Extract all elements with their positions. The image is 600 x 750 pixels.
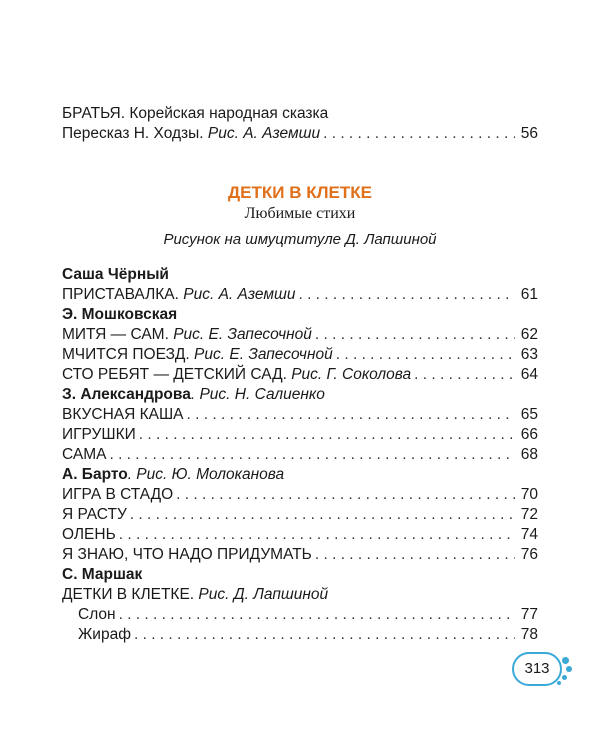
author-illustrator: . Рис. Ю. Молоканова (127, 466, 285, 483)
entry-title: ВКУСНАЯ КАША (62, 406, 184, 423)
entry-title: Слон (78, 606, 116, 623)
entry-page: 63 (520, 346, 538, 363)
leader-dots (414, 365, 515, 385)
page-number-badge (512, 652, 574, 686)
toc-entry (62, 485, 538, 505)
entry-title: МЧИТСЯ ПОЕЗД. (62, 346, 195, 363)
leader-dots (315, 325, 515, 345)
section-title: ДЕТКИ В КЛЕТКЕ (228, 183, 372, 202)
toc-entry (62, 285, 538, 305)
entry-page: 76 (520, 546, 538, 563)
entry-illustrator: Рис. Е. Запесочной (173, 326, 312, 343)
decor-dot (562, 675, 567, 680)
entry-title: Я РАСТУ (62, 506, 127, 523)
toc-entry (62, 365, 538, 385)
section-subtitle: Любимые стихи (244, 205, 356, 222)
leader-dots (323, 124, 515, 144)
entry-title: Я ЗНАЮ, ЧТО НАДО ПРИДУМАТЬ (62, 546, 312, 563)
leader-dots (176, 485, 515, 505)
toc-entry (62, 525, 538, 545)
entry-illustrator: Рис. А. Аземши (207, 125, 321, 142)
entry-title: САМА (62, 446, 107, 463)
leader-dots (119, 525, 515, 545)
entry-page: 62 (520, 326, 538, 343)
entry-title-line: ДЕТКИ В КЛЕТКЕ. Рис. Д. Лапшиной (62, 586, 329, 603)
entry-title: СТО РЕБЯТ — ДЕТСКИЙ САД. (62, 366, 292, 383)
toc-entry (62, 345, 538, 365)
decor-dot (557, 681, 561, 685)
entry-page: 74 (520, 526, 538, 543)
entry-page: 78 (520, 626, 538, 643)
entry-page: 70 (520, 486, 538, 503)
leader-dots (315, 545, 515, 565)
toc-list (62, 265, 538, 645)
toc-entry (62, 505, 538, 525)
toc-entry (62, 445, 538, 465)
entry-page: 56 (520, 125, 538, 142)
entry-page: 61 (520, 286, 538, 303)
entry-page: 64 (520, 366, 538, 383)
leader-dots (109, 445, 515, 465)
section-note: Рисунок на шмуцтитуле Д. Лапшиной (163, 231, 437, 248)
leader-dots (139, 425, 515, 445)
toc-entry (62, 405, 538, 425)
toc-entry (62, 605, 538, 625)
toc-entry (62, 325, 538, 345)
leader-dots (130, 505, 515, 525)
entry-title: ИГРУШКИ (62, 426, 136, 443)
decor-dot (566, 666, 572, 672)
author-heading: С. Маршак (62, 566, 143, 583)
toc-entry (62, 425, 538, 445)
entry-page: 72 (520, 506, 538, 523)
entry-page: 66 (520, 426, 538, 443)
entry-illustrator: Рис. Д. Лапшиной (198, 586, 329, 603)
toc-entry (62, 124, 538, 144)
leader-dots (336, 345, 515, 365)
author-heading: Саша Чёрный (62, 266, 169, 283)
leader-dots (298, 285, 515, 305)
author-illustrator: . Рис. Н. Салиенко (190, 386, 325, 403)
entry-title: Пересказ Н. Ходзы. (62, 125, 208, 142)
entry-page: 65 (520, 406, 538, 423)
toc-entry (62, 545, 538, 565)
page-number: 313 (524, 660, 550, 677)
top-entry (62, 104, 538, 144)
entry-title: МИТЯ — САМ. (62, 326, 174, 343)
entry-title: ОЛЕНЬ (62, 526, 116, 543)
author-heading: З. Александрова. Рис. Н. Салиенко (62, 386, 325, 403)
entry-illustrator: Рис. Е. Запесочной (194, 346, 333, 363)
author-heading: Э. Мошковская (62, 306, 178, 323)
entry-title: ПРИСТАВАЛКА. (62, 286, 184, 303)
entry-title-line: БРАТЬЯ. Корейская народная сказка (62, 105, 329, 122)
entry-page: 77 (520, 606, 538, 623)
entry-title: Жираф (78, 626, 131, 643)
leader-dots (134, 625, 515, 645)
decor-dot (562, 657, 569, 664)
leader-dots (187, 405, 515, 425)
entry-illustrator: Рис. Г. Соколова (291, 366, 412, 383)
entry-illustrator: Рис. А. Аземши (183, 286, 296, 303)
toc-entry (62, 625, 538, 645)
author-heading: А. Барто. Рис. Ю. Молоканова (62, 466, 285, 483)
entry-page: 68 (520, 446, 538, 463)
entry-title: ИГРА В СТАДО (62, 486, 174, 503)
leader-dots (119, 605, 515, 625)
